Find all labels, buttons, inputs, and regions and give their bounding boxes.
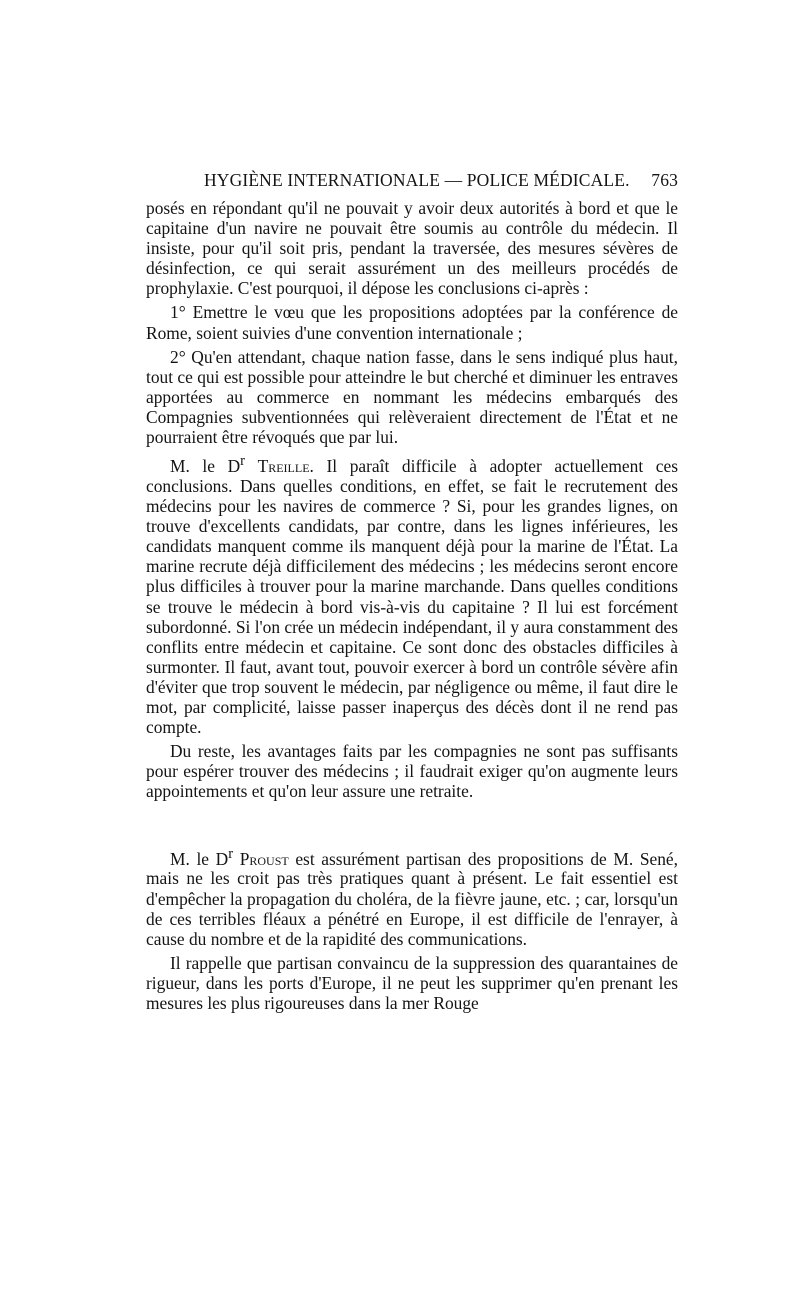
paragraph-text: est assurément partisan des propositions de M. Sené, mais ne les croit pas très pratiques quant à présent. Le fait essentiel est d'empêcher la propagation du choléra, de la fièvre jaune, etc. ; car, lorsqu'un de ces terribles fléaux a pénétré en Europe, il est difficile de l'enrayer, à cause du nombre et de la rapidité des communications. (146, 848, 678, 949)
speaker-prefix: M. le D (170, 848, 229, 869)
page-number: 763 (651, 170, 678, 190)
paragraph-du-reste: Du reste, les avantages faits par les compagnies ne sont pas suffisants pour espérer trouver des médecins ; il faudrait exiger qu'on augmente leurs appointements et qu'on leur assure une retraite. (146, 741, 678, 802)
speaker-title-sup: r (240, 453, 245, 470)
running-title: HYGIÈNE INTERNATIONALE — POLICE MÉDICALE. (204, 170, 630, 190)
paragraph-text: Il paraît difficile à adopter actuellement ces conclusions. Dans quelles conditions, en effet, se fait le recrutement des médecins pour les navires de commerce ? Si, pour les grandes lignes, on trouve d'excellents candidats, par contre, dans les lignes inférieures, les candidats manquent comme ils manquent déjà pour la marine de l'État. La marine recrute déjà difficilement des médecins ; les médecins seront encore plus difficiles à trouver pour la marine marchande. Dans quelles conditions se trouve le médecin à bord vis-à-vis du capitaine ? Il lui est forcément subordonné. Si l'on crée un médecin indépendant, il y aura constamment des conflits entre médecin et capitaine. Ce sont donc des obstacles difficiles à surmonter. Il faut, avant tout, pouvoir exercer à bord un contrôle sévère afin d'éviter que trop souvent le médecin, par négligence ou même, il faut dire le mot, par complicité, laisse passer inaperçus des décès dont il ne rend pas compte. (146, 455, 678, 738)
paragraph-treille (146, 451, 678, 737)
paragraph-proust (146, 844, 678, 949)
paragraph-il-rappelle: Il rappelle que partisan convaincu de la suppression des quarantaines de rigueur, dans les ports d'Europe, il ne peut les supprimer qu'en prenant les mesures les plus rigoureuses dans la mer Rouge (146, 952, 678, 1013)
speaker-name: Proust (239, 848, 289, 869)
body-text (146, 198, 678, 1013)
conclusion-item-2: 2° Qu'en attendant, chaque nation fasse, dans le sens indiqué plus haut, tout ce qui est possible pour atteindre le but cherché et diminuer les entraves apportées au commerce en nommant les médecins embarqués des Compagnies subventionnées qui relèveraient directement de l'État et ne pourraient être révoqués que par lui. (146, 346, 678, 448)
speaker-title-sup: r (228, 845, 234, 862)
running-header (146, 170, 678, 198)
speaker-prefix: M. le D (170, 455, 241, 476)
speaker-name: Treille. (257, 455, 314, 476)
paragraph-continuation: posés en répondant qu'il ne pouvait y avoir deux autorités à bord et que le capitaine d'un navire ne pouvait être soumis au contrôle du médecin. Il insiste, pour qu'il soit pris, pendant la traversée, des mesures sévères de désinfection, ce qui serait assurément un des meilleurs procédés de prophylaxie. C'est pourquoi, il dépose les conclusions ci-après : (146, 198, 678, 299)
conclusion-item-1: 1° Emettre le vœu que les propositions adoptées par la conférence de Rome, soient suivies d'une convention internationale ; (146, 302, 678, 343)
book-page (146, 170, 678, 1013)
